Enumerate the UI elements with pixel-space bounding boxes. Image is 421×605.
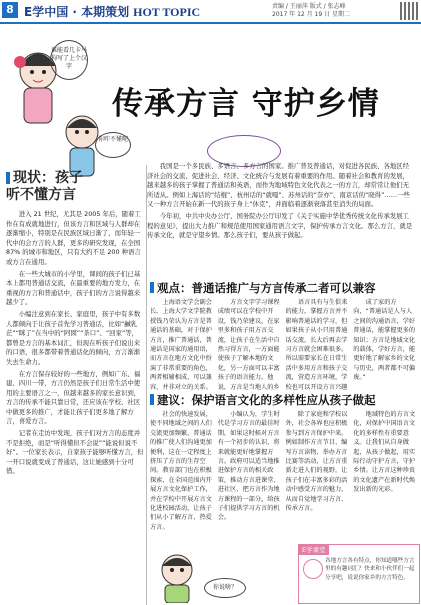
suggestion-columns [150, 410, 416, 544]
article-column [353, 298, 416, 390]
article-paragraph: 语言具有与生俱来的能力，掌握方言并不影响普通话的学习，但如果孩子从小只用普通话交流，长大后再去学习方言就会困难很多。所以需要家长在日常生活中多用方言和孩子交流，营造方言环境，学校也可以开设方言兴趣 [285, 299, 348, 390]
heading-marker-icon [6, 172, 10, 184]
article-column [353, 410, 416, 544]
page-number: 8 [2, 2, 18, 18]
article-column [218, 410, 281, 544]
section-name: E学中国 · 本期策划 [24, 5, 130, 19]
section-heading-label: 观点：普通话推广与方言传承二者可以兼容 [157, 281, 376, 295]
intro-paragraph: 我国是一个多民族、多语言、多方言的国家。推广普及普通话，对促进各民族、各地区经济社会的交流、促进社会、经济、文化统合与发展有着重要的作用。随着社会和教育的发展，越来越多的孩子掌握了普通话和英语，而作为地域特色文化代表之一的方言，却常常让他们无所适从。例如上海话的“结棍”、杭州话的“就嘎”、苏州话的“奈亦”、南京话的“晓得”……一些又一种方言开始在新一代的孩子身上“休克”，并面临着逐渐衰落甚至消失的局面。 [147, 162, 410, 209]
article-paragraph: 小编认为，学生时代是学习方言的最佳时期，如果这时候对方言有一个初步的认识，将来就能更好地掌握方言。政府可以适当地推进保护方言的相关政策，推动方言进课堂、进社区，把方言作为地方课程的一部分，给孩子们提供学习方言的机会。 [217, 411, 280, 522]
date-line: 2017 年 12 月 19 日 星期二 [272, 11, 350, 18]
section-heading-suggestion [150, 392, 376, 408]
e-classroom-tag: E学课堂 [299, 544, 329, 555]
bottom-speech-bubble: 你说啥？ [204, 578, 246, 598]
article-column [286, 410, 349, 544]
e-classroom-box [298, 544, 420, 604]
section-name-en: HOT TOPIC [133, 5, 201, 19]
article-paragraph: 地域特色的方言文化，对保护中国语言文化的多样性有重要意义。让我们从自身做起，从孩子做起，用实际行动守护方言，守护乡情。让方言这种珍贵的文化遗产在新时代焕发出新的光彩。 [353, 411, 416, 494]
side-paragraph: 在一些大城市的小学里，课间的孩子们已基本上都用普通话交流，在最重要的地方发力，在重视的方言和普通话中，孩子们的方言说得越来越少了。 [6, 269, 141, 307]
side-heading-text [6, 170, 86, 204]
column-divider [146, 165, 147, 605]
section-title [24, 3, 200, 20]
boy-speech-bubble: 你咋不懂呢 [95, 132, 131, 158]
qr-code-icon [400, 2, 418, 20]
article-column [150, 410, 213, 544]
article-column [150, 298, 213, 390]
side-paragraph: 小编注意到在家长、家庭里，孩子中有多数人都倾向于让孩子首先学习普通话，比如“鹹乳茫”“眯了”在当中的“阿囡”“茶口”、“回家”等，都曾是方言的基本词汇，但现在听孩子们说出来的口语，很多都带着普通话化的倾向，方言渐渐失去生命力。 [6, 309, 141, 366]
heading-marker-icon [150, 282, 154, 293]
side-heading [6, 170, 86, 204]
side-paragraph: 在方言保存较好的一些地方，例如广东、福建、四川一带，方言仍然是孩子们日常生活中使用的主要语言之一，但越来越多的家长意识到，方言的传承不能只靠日常，还应该在学校、社区中做更多的推广，才能让孩子们更多地了解方言，喜爱方言。 [6, 369, 141, 426]
cartoon-boy-bottom-illustration [152, 548, 207, 603]
side-column [6, 210, 144, 479]
viewpoint-columns [150, 298, 416, 390]
page-header [0, 0, 421, 24]
side-paragraph: 进入 21 世纪，尤其是 2005 年后，随着工作在有成就地进行，但该方言和区域与人群却在逐渐缩小，特别是在民族区域日渐了，而年轻一代中的会方言的人群，更多的研究发现，在全国 87% 的城市和地区，只有大约不足 200 种语言或方言在通用。 [6, 210, 141, 266]
classroom-badge-icon [303, 559, 323, 579]
article-paragraph: 方言文字学习课程成绩可以在学校中开设，钱乃荣建议，在家里多和孩子用方言交流，让孩子在生活中自然习得方言，一方面能使孩子了解本地的文化，另一方面可以丰富孩子的语言能力。他说，方言是当地人的乡 [217, 299, 280, 390]
article-paragraph: 成了家的方向，“普通话是人与人之间的沟通语言，学好普通话，能掌握更多的知识；方言是地域文化的载体，学好方言，能更好地了解家乡的文化与历史，两者都不可偏废。” [353, 299, 416, 382]
article-paragraph: 除了家庭和学校以外，社会各界也应积极参与到方言保护中来。例如制作方言节目、编写方言读物、举办方言比赛等活动，让方言重新走进人们的视野，让孩子们在丰富多彩的活动中感受方言的魅力，从而自觉地学习方言、传承方言。 [285, 411, 348, 513]
page-title: 传承方言 守护乡情 [112, 86, 380, 122]
article-paragraph: 上海语文学会副会长、上海大学文学院教授钱乃荣认为方言是普通话的基础，对于保护方言，推广普通话，普通话是国家的通用语，而方言在地方文化中扮演了非常重要的角色，两者相辅相成、可以兼容，并非对立的关系。 [150, 299, 212, 390]
side-heading-label: 现状：孩子听不懂方言 [6, 170, 83, 203]
editor-line: 责编 / 王丽萍 版式 / 张志峰 [272, 3, 346, 10]
section-heading-label: 建议：保护语言文化的多样性应从孩子做起 [157, 393, 376, 407]
intro-text [147, 162, 413, 243]
girl-speech-bubble: 谁能看几卡马狗写了上个汉字 [50, 40, 88, 80]
article-paragraph: 社会的快速发展，使不同地域之间的人们交流更加频繁，普通话的推广使人们沟通更加便利，这在一定程度上挤压了方言的生存空间。教育部门也在积极探索，在全国范围内开展方言文化保护工作，并在学校中开展方言文化进校园活动，让孩子们从小了解方言、热爱方言。 [150, 411, 212, 531]
section-heading-viewpoint [150, 280, 376, 296]
editor-credits [272, 3, 382, 19]
intro-paragraph: 今年初，中共中央办公厅、国务院办公厅印发了《关于实施中华优秀传统文化传承发展工程的意见》，提出大力推广和规范使用国家通用语言文字，保护传承方言文化。那么方言，就是传承文化，就是守望乡情。那么孩子们，要从孩子做起。 [147, 211, 413, 240]
e-classroom-text: 各地方言各有特点，你知道哪些方言里的有趣词汇？快来和小伙伴们一起分享吧，说说你家乡的方言特色。 [325, 558, 415, 581]
article-column [218, 298, 281, 390]
article-column [286, 298, 349, 390]
side-paragraph: 记者在走访中发现，孩子们对方言的态度并不是拒绝，而是“听得懂但不会说”“能说但说不好”。一位家长表示，自家孩子能够听懂方言，但一开口说就变成了普通话，这让她感到十分可惜。 [6, 429, 144, 476]
heading-marker-icon [150, 394, 154, 405]
